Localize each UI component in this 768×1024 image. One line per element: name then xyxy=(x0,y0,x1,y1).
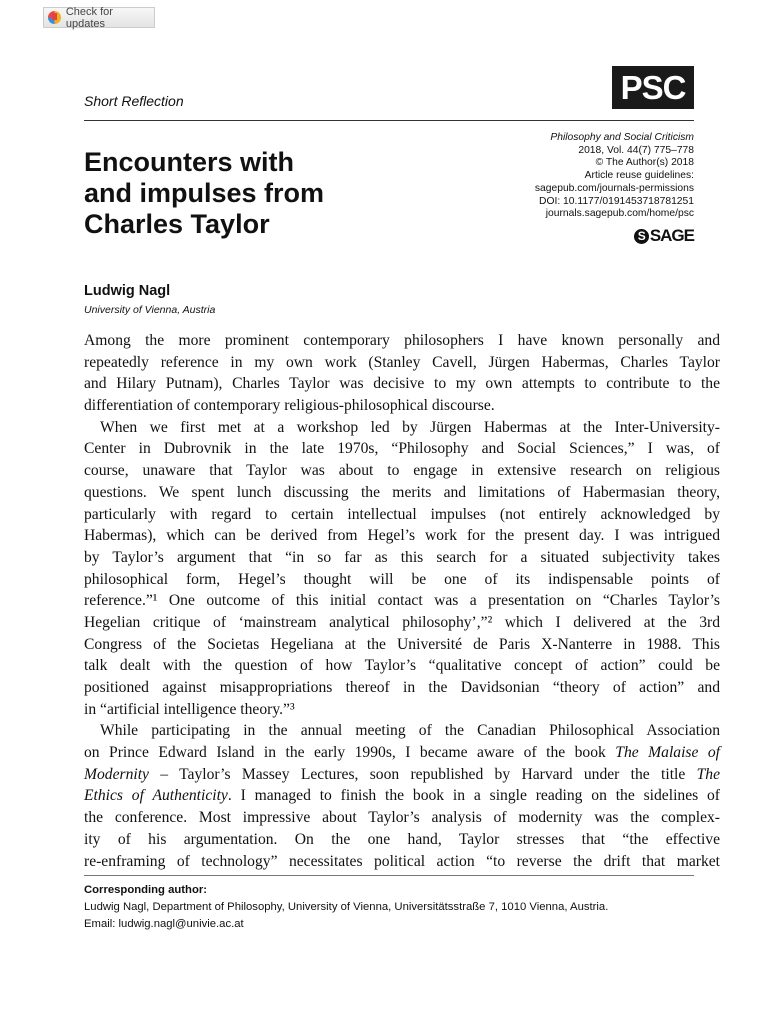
sage-logo: S SAGE xyxy=(634,226,694,246)
volume-info: 2018, Vol. 44(7) 775–778 xyxy=(578,144,694,156)
article-title: Encounters with and impulses from Charles Taylor xyxy=(84,147,325,239)
crossmark-icon xyxy=(48,11,61,24)
article-metadata xyxy=(535,132,694,221)
footnote-heading: Corresponding author: xyxy=(84,884,208,896)
text-line: in “artificial intelligence theory.”³ xyxy=(84,700,295,718)
text-line: course, unaware that Taylor was about to engage in extensive research on religious xyxy=(84,462,720,480)
text-line: talk dealt with the question of how Taylor’s “qualitative concept of action” could be xyxy=(84,657,720,675)
text-segment: on Prince Edward Island in the early 1990s, I became aware of the book xyxy=(84,744,616,762)
book-title: Modernity xyxy=(84,765,149,783)
author-address: Ludwig Nagl, Department of Philosophy, University of Vienna, Universitätsstraße 7, 1010 Vienna, Austria. xyxy=(84,901,609,913)
section-label: Short Reflection xyxy=(84,93,184,109)
reuse-label: Article reuse guidelines: xyxy=(584,170,694,182)
text-line: ity of his argumentation. On the one hand, Taylor stresses that “the effective xyxy=(84,830,720,848)
footnote-divider xyxy=(84,875,694,876)
text-line: by Taylor’s argument that “in so far as this search for a situated subjectivity takes xyxy=(84,548,720,566)
text-line: positioned against misappropriations thereof in the Davidsonian “theory of action” and xyxy=(84,679,720,696)
text-line xyxy=(84,764,720,786)
journal-link[interactable]: journals.sagepub.com/home/psc xyxy=(545,208,694,220)
text-line: and Hilary Putnam), Charles Taylor was decisive to my own attempts to contribute to the xyxy=(84,375,720,393)
text-line: Congress of the Societas Hegeliana at the Université de Paris X-Nanterre in 1988. This xyxy=(84,635,720,653)
text-line: repeatedly reference in my own work (Stanley Cavell, Jürgen Habermas, Charles Taylor xyxy=(84,353,720,371)
book-title: Ethics of Authenticity xyxy=(84,787,228,805)
text-line: the conference. Most impressive about Taylor’s analysis of modernity was the complex- xyxy=(84,809,720,827)
text-line: Hegelian critique of ‘mainstream analytical philosophy’,”² which I delivered at the 3rd xyxy=(84,613,720,631)
paragraph xyxy=(84,330,720,417)
text-line: philosophical form, Hegel’s thought will be one of its indispensable points of xyxy=(84,570,720,588)
text-line xyxy=(84,785,720,807)
text-segment: . I managed to finish the book in a single reading on the sidelines of xyxy=(227,787,721,805)
author-affiliation: University of Vienna, Austria xyxy=(84,304,216,316)
sage-s-icon: S xyxy=(634,229,649,244)
copyright: © The Author(s) 2018 xyxy=(595,157,694,169)
text-line: reference.”¹ One outcome of this initial contact was a presentation on “Charles Taylor’s xyxy=(84,592,720,610)
text-line: When we first met at a workshop led by Jürgen Habermas at the Inter-University- xyxy=(100,418,720,436)
text-line: Center in Dubrovnik in the late 1970s, “Philosophy and Social Sciences,” I was, of xyxy=(84,440,720,458)
check-for-updates-label: Check for updates xyxy=(65,5,113,30)
text-line: Among the more prominent contemporary philosophers I have known personally and xyxy=(84,332,720,349)
text-line: questions. We spent lunch discussing the merits and limitations of Habermasian theory, xyxy=(84,483,720,501)
journal-name: Philosophy and Social Criticism xyxy=(550,132,694,143)
text-line xyxy=(84,742,720,764)
author-name: Ludwig Nagl xyxy=(84,283,171,299)
corresponding-author xyxy=(84,882,608,933)
journal-logo: PSC xyxy=(612,66,694,109)
text-line: differentiation of contemporary religious-philosophical discourse. xyxy=(84,397,495,415)
article-body xyxy=(84,330,720,872)
check-for-updates-button[interactable] xyxy=(43,7,155,28)
book-title: The xyxy=(696,765,720,783)
paragraph xyxy=(84,720,720,872)
doi[interactable]: DOI: 10.1177/0191453718781251 xyxy=(539,195,694,207)
text-segment: – Taylor’s Massey Lectures, soon republished by Harvard under the title xyxy=(148,765,697,783)
author-email[interactable]: Email: ludwig.nagl@univie.ac.at xyxy=(84,918,244,930)
book-title: The Malaise of xyxy=(615,744,720,762)
text-line: While participating in the annual meeting of the Canadian Philosophical Association xyxy=(100,722,720,740)
text-line: re-enframing of technology” necessitates political action “to reverse the drift that market xyxy=(84,852,720,870)
header-divider xyxy=(84,120,694,121)
paragraph xyxy=(84,417,720,721)
text-line: Habermas), which can be derived from Hegel’s work for the present day. I was intrigued xyxy=(84,527,720,545)
permissions-link[interactable]: sagepub.com/journals-permissions xyxy=(534,182,694,194)
text-line: particularly with regard to certain intellectual impulses (not entirely acknowledged by xyxy=(84,505,720,523)
